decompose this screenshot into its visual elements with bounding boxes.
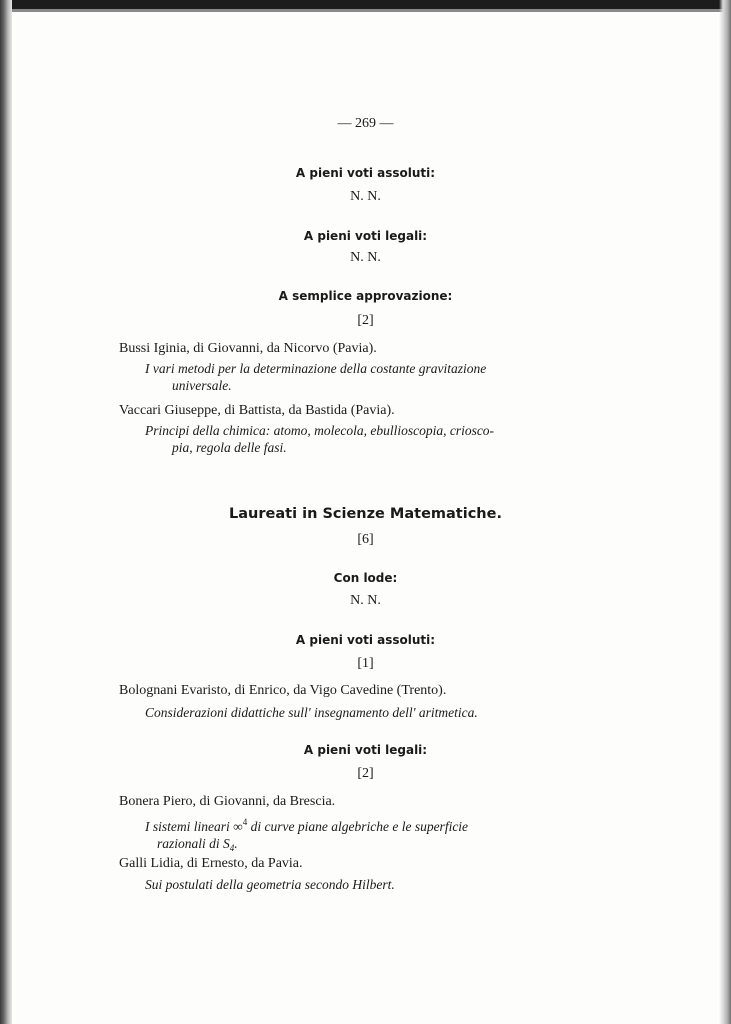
thesis-title xyxy=(145,360,565,394)
value-lode: N. N. xyxy=(350,593,381,608)
thesis-line: universale. xyxy=(172,378,232,393)
infinity-symbol: ∞ xyxy=(233,819,243,834)
thesis-line: razionali di $S_4$. xyxy=(157,836,238,853)
value-legali: N. N. xyxy=(350,250,381,265)
heading-pieni-voti-legali: A pieni voti legali: xyxy=(303,229,428,243)
thesis-title: Considerazioni didattiche sull' insegnamento dell' aritmetica. xyxy=(145,705,478,720)
thesis-line: I sistemi lineari ∞$^4$ di curve piane algebriche e le superficie xyxy=(145,817,469,834)
graduate-entry-name: Bussi Iginia, di Giovanni, da Nicorvo (Pavia). xyxy=(119,341,377,356)
thesis-title: Sui postulati della geometria secondo Hilbert. xyxy=(145,877,395,892)
count-semplice: [2] xyxy=(357,313,374,328)
page-number: — 269 — xyxy=(337,116,394,131)
heading-pieni-voti-assoluti: A pieni voti assoluti: xyxy=(295,166,436,180)
thesis-line: I vari metodi per la determinazione della costante gravitazione xyxy=(145,361,487,376)
exponent: 4 xyxy=(242,817,248,827)
thesis-title xyxy=(145,814,565,857)
graduate-entry-name: Bolognani Evaristo, di Enrico, da Vigo Cavedine (Trento). xyxy=(119,683,447,698)
thesis-line: Principi della chimica: atomo, molecola, ebullioscopia, criosco- xyxy=(145,423,495,438)
heading-pieni-voti-legali-2: A pieni voti legali: xyxy=(303,743,428,757)
heading-pieni-voti-assoluti-2: A pieni voti assoluti: xyxy=(295,633,436,647)
section-total: [6] xyxy=(357,532,374,547)
section-title: Laureati in Scienze Matematiche. xyxy=(229,506,502,522)
count-legali: [2] xyxy=(357,766,374,781)
value-assoluti: N. N. xyxy=(350,189,381,204)
graduate-entry-name: Galli Lidia, di Ernesto, da Pavia. xyxy=(119,856,303,871)
thesis-line: pia, regola delle fasi. xyxy=(172,440,287,455)
graduate-entry-name: Vaccari Giuseppe, di Battista, da Bastida (Pavia). xyxy=(119,403,395,418)
graduate-entry-name: Bonera Piero, di Giovanni, da Brescia. xyxy=(119,794,336,809)
heading-con-lode: Con lode: xyxy=(333,571,398,585)
subscript: 4 xyxy=(229,843,235,853)
count-assoluti: [1] xyxy=(357,656,374,671)
heading-semplice-approvazione: A semplice approvazione: xyxy=(278,289,453,303)
thesis-title xyxy=(145,422,565,456)
